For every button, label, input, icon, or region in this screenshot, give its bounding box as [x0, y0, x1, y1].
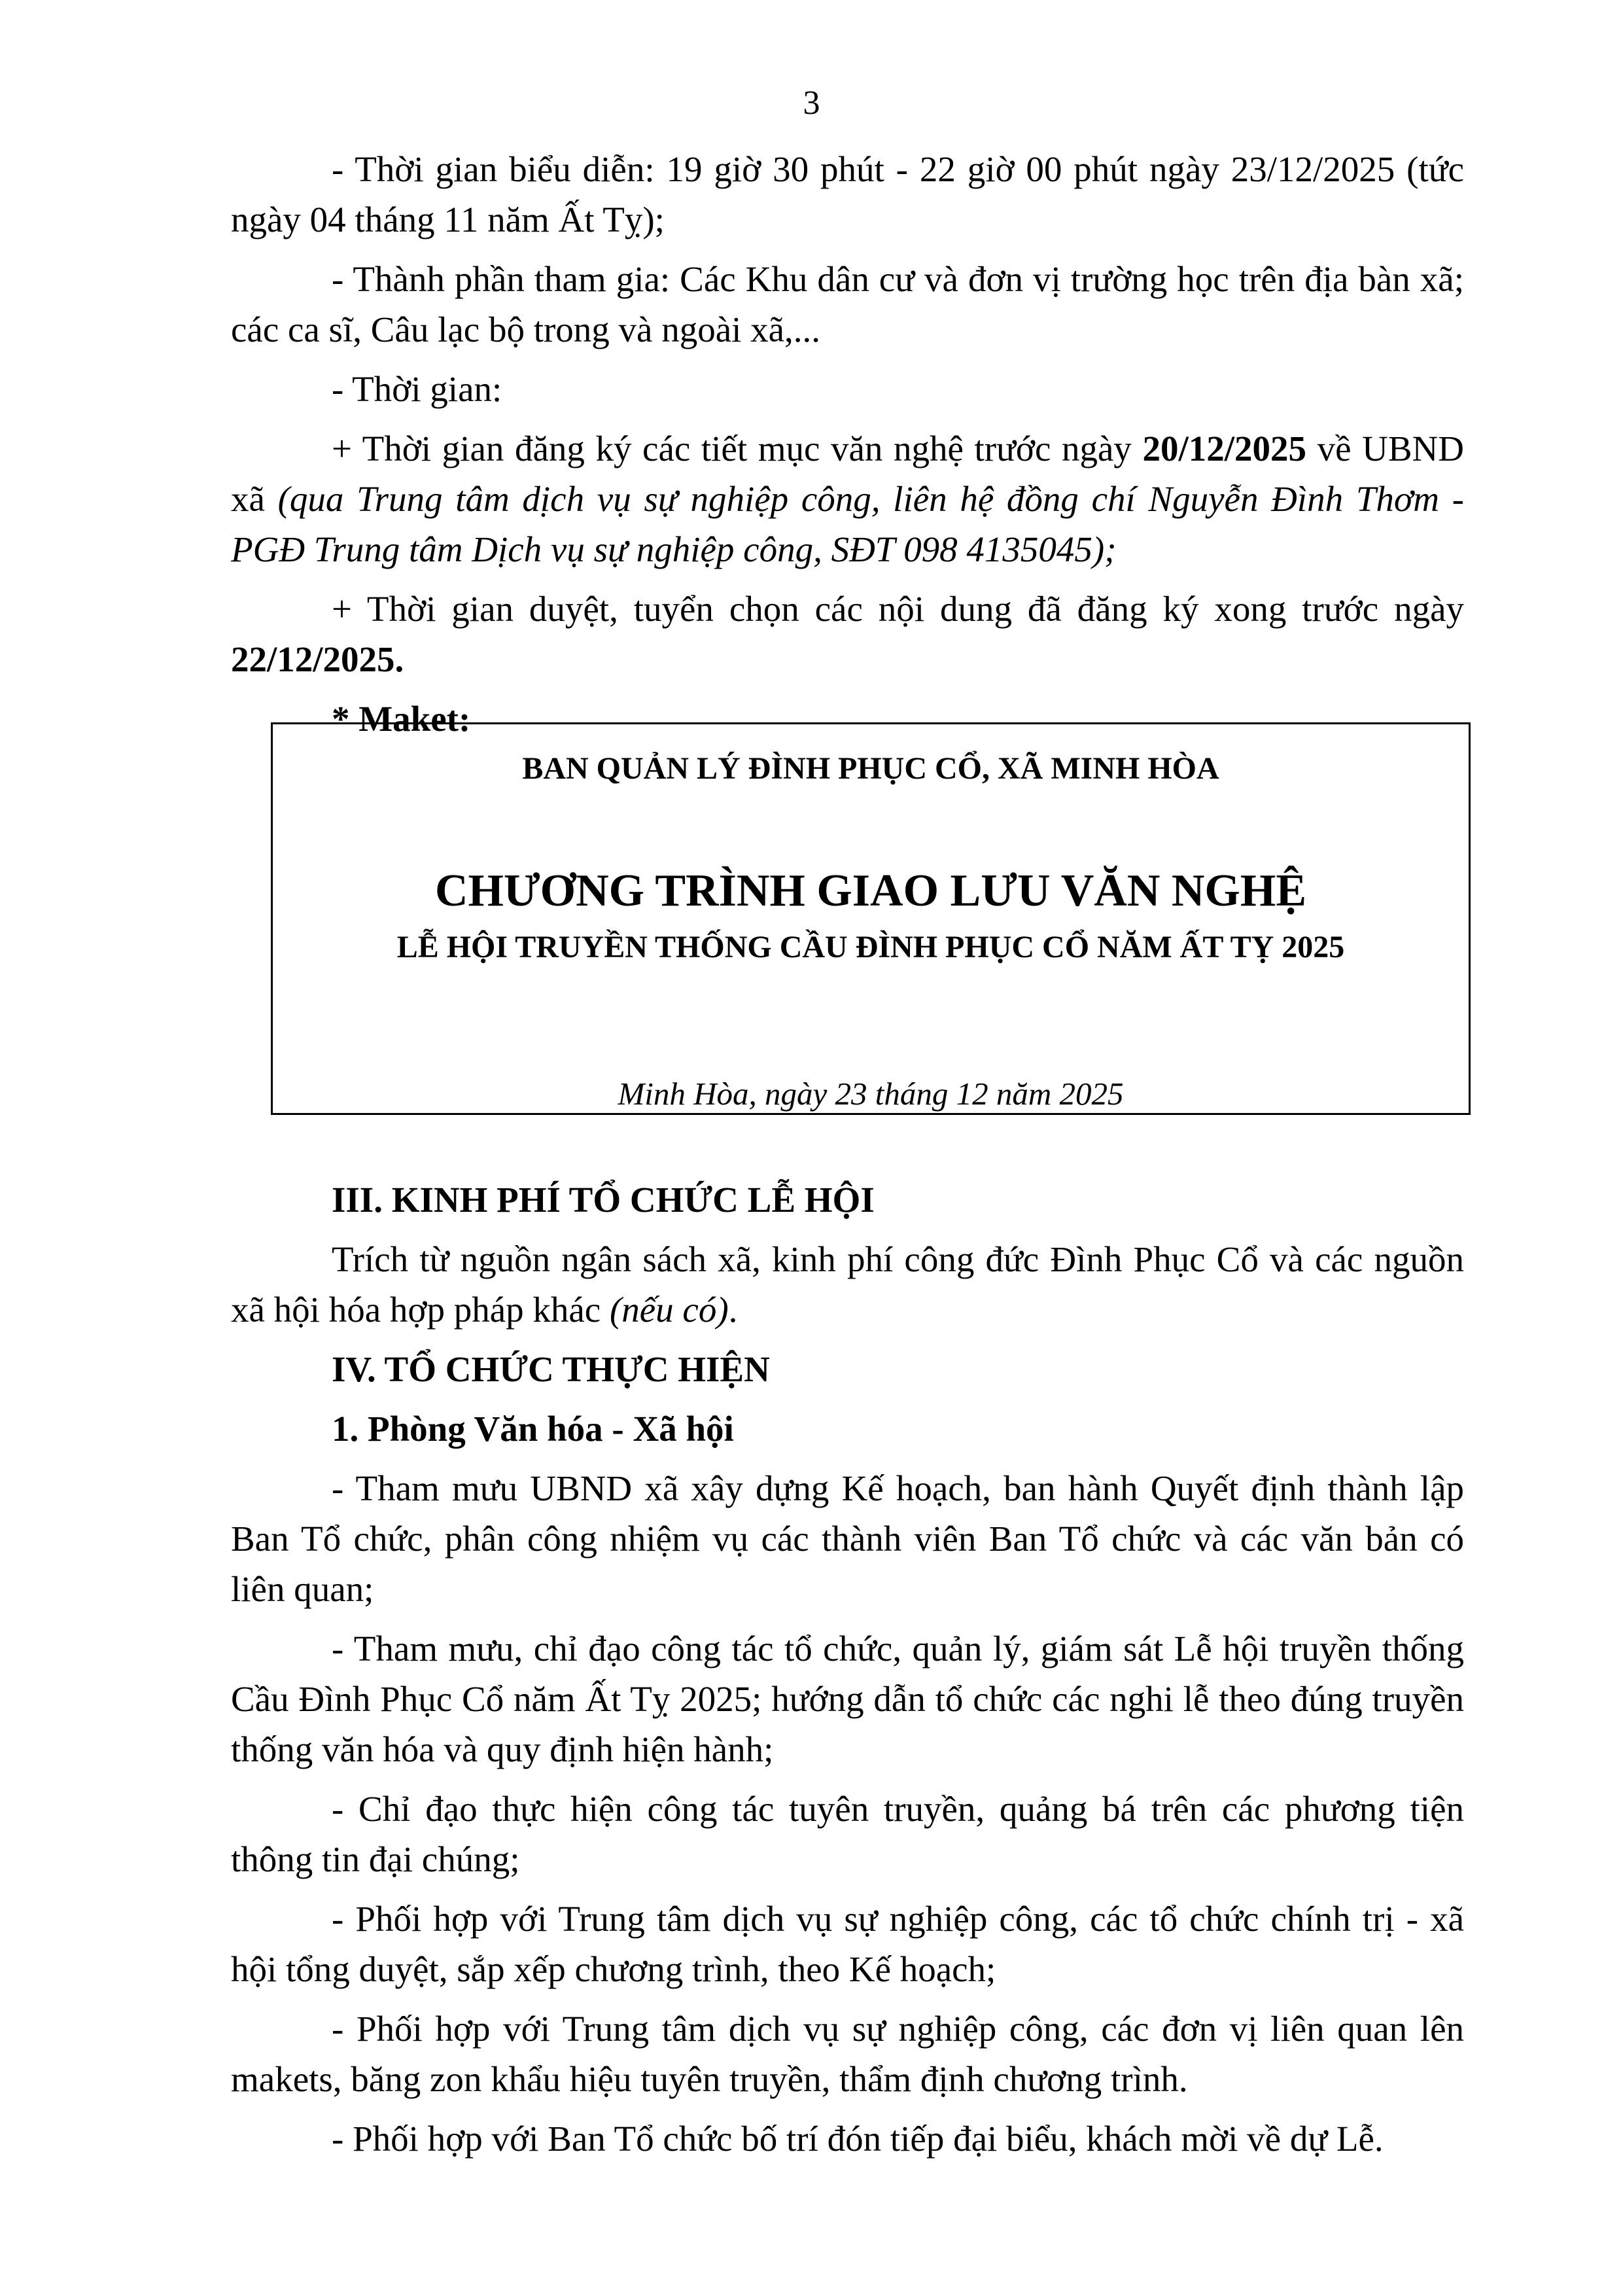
paragraph-time-heading: - Thời gian:: [332, 369, 502, 409]
maket-box: [271, 722, 1471, 1115]
maket-title: CHƯƠNG TRÌNH GIAO LƯU VĂN NGHỆ: [434, 866, 1307, 916]
maket-org: BAN QUẢN LÝ ĐÌNH PHỤC CỔ, XÃ MINH HÒA: [522, 751, 1219, 786]
list-item: - Chỉ đạo thực hiện công tác tuyên truyền, quảng bá trên các phương tiện thông tin đại chúng;: [231, 1789, 1464, 1879]
paragraph-performance-time: - Thời gian biểu diễn: 19 giờ 30 phút - 22 giờ 00 phút ngày 23/12/2025 (tức ngày 04 tháng 11 năm Ất Tỵ);: [231, 149, 1464, 239]
section-4-heading: IV. TỔ CHỨC THỰC HIỆN: [332, 1349, 770, 1389]
registration-date: 20/12/2025: [1142, 429, 1307, 468]
section-3-note: (nếu có): [609, 1290, 729, 1330]
list-item: - Tham mưu UBND xã xây dựng Kế hoạch, ban hành Quyết định thành lập Ban Tổ chức, phân công nhiệm vụ các thành viên Ban Tổ chức và các văn bản có liên quan;: [231, 1468, 1464, 1609]
review-prefix: + Thời gian duyệt, tuyển chọn các nội dung đã đăng ký xong trước ngày: [332, 589, 1464, 629]
section-3-end: .: [728, 1290, 738, 1330]
paragraph-registration: [231, 423, 1464, 574]
maket-subtitle: LỄ HỘI TRUYỀN THỐNG CẦU ĐÌNH PHỤC CỔ NĂM ẤT TỴ 2025: [396, 930, 1345, 964]
paragraph-review: [231, 584, 1464, 684]
section-3-text: [231, 1234, 1464, 1335]
list-item: - Tham mưu, chỉ đạo công tác tổ chức, quản lý, giám sát Lễ hội truyền thống Cầu Đình Phục Cổ năm Ất Tỵ 2025; hướng dẫn tổ chức các nghi lễ theo đúng truyền thống văn hóa và quy định hiện hành;: [231, 1629, 1464, 1769]
registration-mid: về UBND xã: [231, 429, 1464, 519]
section-4-subheading: 1. Phòng Văn hóa - Xã hội: [332, 1409, 734, 1449]
registration-prefix: + Thời gian đăng ký các tiết mục văn nghệ trước ngày: [332, 429, 1143, 468]
document-body-bottom: [231, 1174, 1464, 2173]
list-item: - Phối hợp với Trung tâm dịch vụ sự nghiệp công, các tổ chức chính trị - xã hội tổng duyệt, sắp xếp chương trình, theo Kế hoạch;: [231, 1899, 1464, 1989]
review-date: 22/12/2025.: [231, 639, 404, 679]
section-3-body: Trích từ nguồn ngân sách xã, kinh phí công đức Đình Phục Cổ và các nguồn xã hội hóa hợp pháp khác: [231, 1239, 1464, 1330]
registration-contact: (qua Trung tâm dịch vụ sự nghiệp công, liên hệ đồng chí Nguyễn Đình Thơm - PGĐ Trung tâm Dịch vụ sự nghiệp công, SĐT 098 4135045);: [231, 479, 1464, 569]
section-3-heading: III. KINH PHÍ TỔ CHỨC LỄ HỘI: [332, 1180, 875, 1220]
document-body-top: [231, 144, 1464, 744]
maket-label: * Maket:: [332, 699, 471, 739]
paragraph-participants: - Thành phần tham gia: Các Khu dân cư và đơn vị trường học trên địa bàn xã; các ca sĩ, Câu lạc bộ trong và ngoài xã,...: [231, 259, 1464, 349]
list-item: - Phối hợp với Trung tâm dịch vụ sự nghiệp công, các đơn vị liên quan lên makets, băng zon khẩu hiệu tuyên truyền, thẩm định chương trình.: [231, 2009, 1464, 2099]
page-number: 3: [803, 84, 820, 122]
list-item: - Phối hợp với Ban Tổ chức bố trí đón tiếp đại biểu, khách mời về dự Lễ.: [332, 2119, 1384, 2159]
maket-date-line: Minh Hòa, ngày 23 tháng 12 năm 2025: [618, 1076, 1124, 1112]
